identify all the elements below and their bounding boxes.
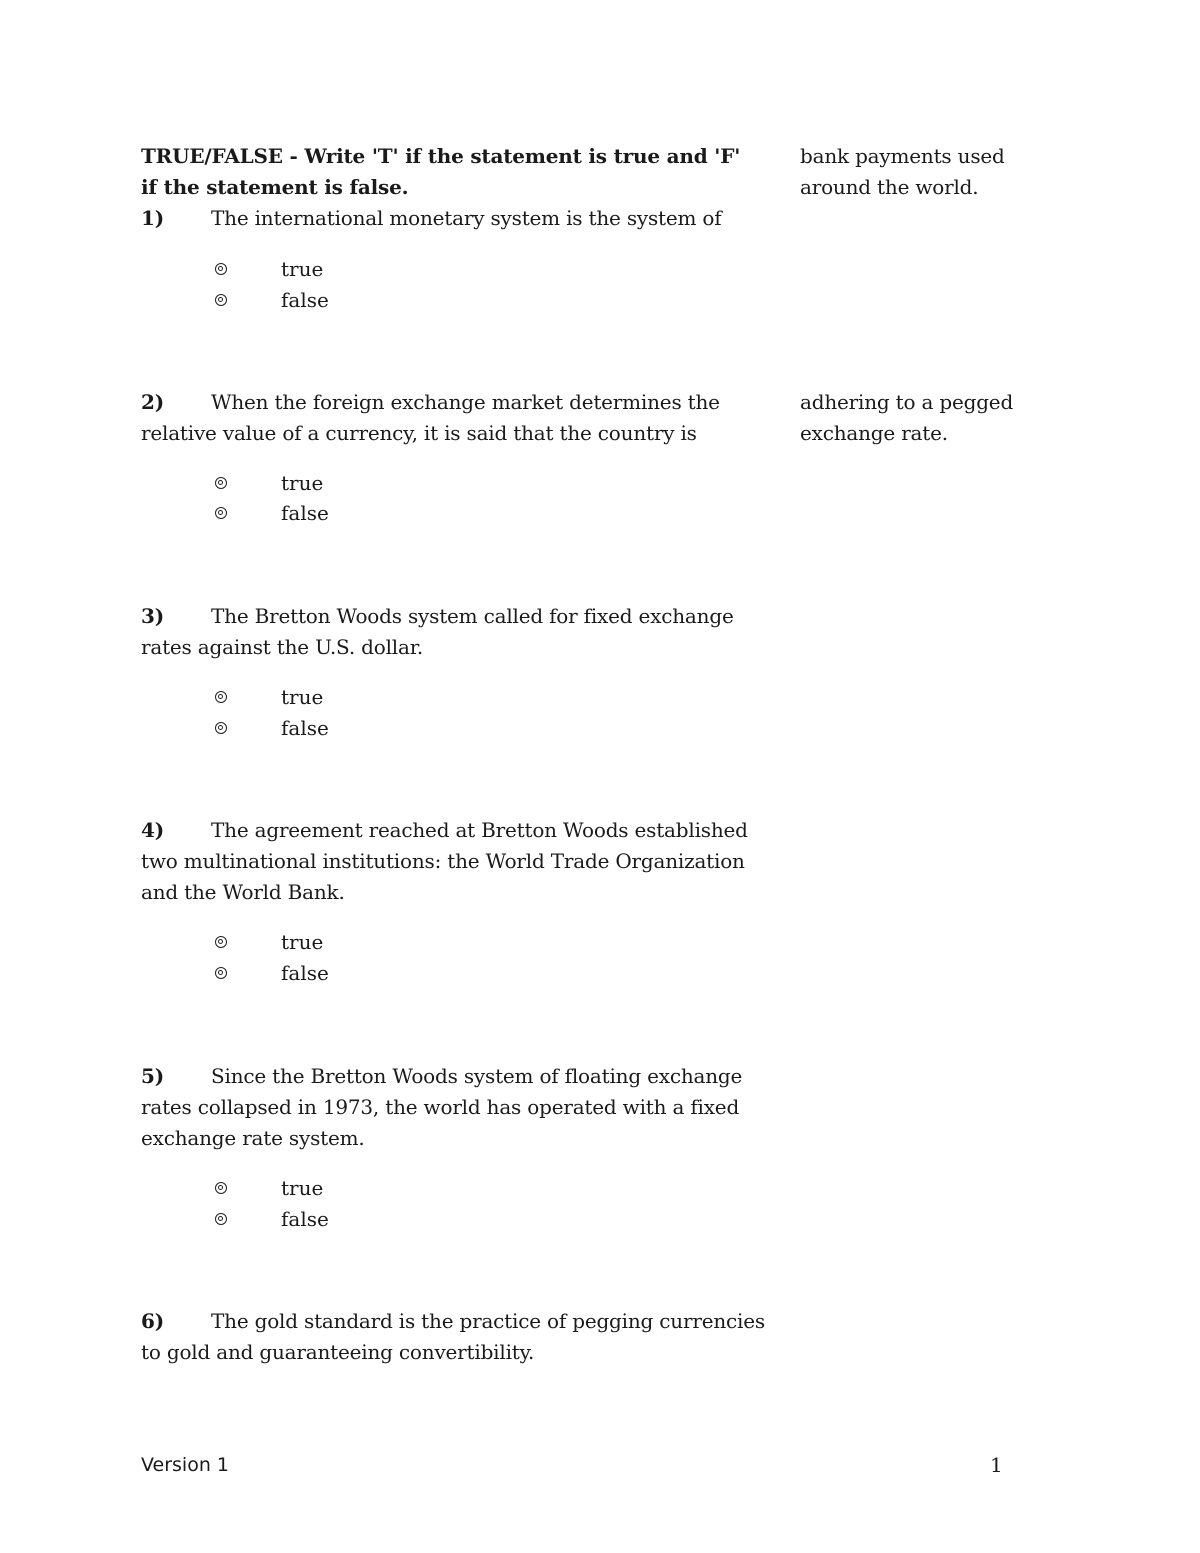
- question-text-line: The agreement reached at Bretton Woods established: [211, 818, 748, 842]
- radio-icon[interactable]: [215, 507, 227, 519]
- question-number: 1): [141, 206, 164, 230]
- question-number: 2): [141, 390, 164, 414]
- option-label: false: [281, 1207, 329, 1231]
- option-label: true: [281, 930, 324, 954]
- instructions-line-2: if the statement is false.: [141, 175, 409, 199]
- question-text-line: rates against the U.S. dollar.: [141, 635, 424, 659]
- option-label: false: [281, 961, 329, 985]
- radio-icon[interactable]: [215, 1182, 227, 1194]
- page-number: 1: [990, 1453, 1003, 1477]
- radio-icon[interactable]: [215, 294, 227, 306]
- radio-icon[interactable]: [215, 936, 227, 948]
- question-text-line: When the foreign exchange market determines the: [211, 390, 720, 414]
- radio-icon[interactable]: [215, 722, 227, 734]
- question-text-line: two multinational institutions: the World Trade Organization: [141, 849, 745, 873]
- option-label: true: [281, 471, 324, 495]
- question-text-line: The international monetary system is the system of: [211, 206, 722, 230]
- question-number: 6): [141, 1309, 164, 1333]
- question-text-line: relative value of a currency, it is said that the country is: [141, 421, 697, 445]
- option-label: true: [281, 1176, 324, 1200]
- question-text-line: Since the Bretton Woods system of floating exchange: [211, 1064, 743, 1088]
- radio-icon[interactable]: [215, 691, 227, 703]
- question-number: 4): [141, 818, 164, 842]
- question-text-line: rates collapsed in 1973, the world has operated with a fixed: [141, 1095, 740, 1119]
- option-label: false: [281, 716, 329, 740]
- question-text-line: The Bretton Woods system called for fixed exchange: [211, 604, 734, 628]
- question-side-text-line: bank payments used: [800, 144, 1005, 168]
- radio-icon[interactable]: [215, 1213, 227, 1225]
- question-text-line: to gold and guaranteeing convertibility.: [141, 1340, 535, 1364]
- option-label: true: [281, 685, 324, 709]
- radio-icon[interactable]: [215, 967, 227, 979]
- option-label: false: [281, 501, 329, 525]
- option-label: true: [281, 257, 324, 281]
- question-text-line: and the World Bank.: [141, 880, 345, 904]
- question-number: 5): [141, 1064, 164, 1088]
- question-side-text-line: exchange rate.: [800, 421, 948, 445]
- option-label: false: [281, 288, 329, 312]
- question-side-text-line: around the world.: [800, 175, 979, 199]
- radio-icon[interactable]: [215, 477, 227, 489]
- radio-icon[interactable]: [215, 263, 227, 275]
- question-side-text-line: adhering to a pegged: [800, 390, 1014, 414]
- question-text-line: exchange rate system.: [141, 1126, 365, 1150]
- question-number: 3): [141, 604, 164, 628]
- instructions-line-1: TRUE/FALSE - Write 'T' if the statement is true and 'F': [141, 144, 741, 168]
- footer-version: Version 1: [141, 1454, 229, 1476]
- question-text-line: The gold standard is the practice of pegging currencies: [211, 1309, 765, 1333]
